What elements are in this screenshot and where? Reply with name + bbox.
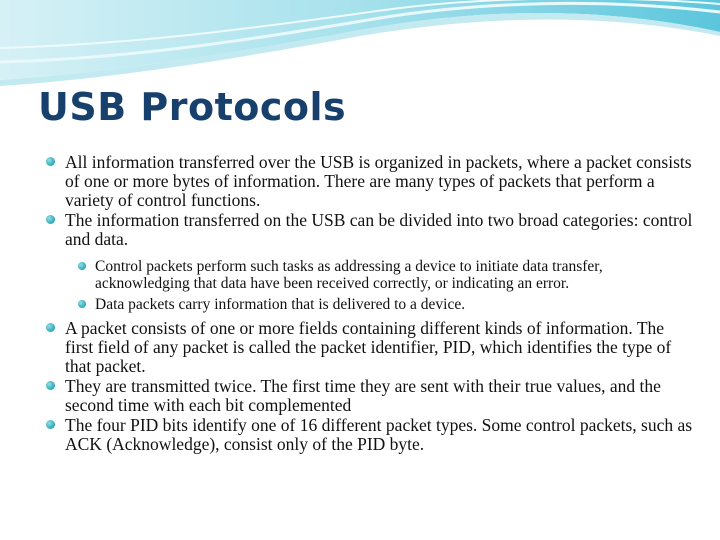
bullet-item xyxy=(46,153,696,210)
bullet-icon xyxy=(46,381,55,390)
bullet-icon xyxy=(78,262,86,270)
bullet-item xyxy=(46,319,696,376)
sub-bullet-item xyxy=(78,296,696,313)
sub-bullet-item xyxy=(78,258,696,292)
bullet-icon xyxy=(46,420,55,429)
bullet-text: The information transferred on the USB can be divided into two broad categories: control and data. xyxy=(65,210,693,249)
slide-body xyxy=(46,153,696,454)
bullet-icon xyxy=(78,300,86,308)
sub-bullet-text: Control packets perform such tasks as addressing a device to initiate data transfer, acknowledging that data have been received correctly, or indicating an error. xyxy=(95,258,603,292)
bullet-text: All information transferred over the USB is organized in packets, where a packet consists of one or more bytes of information. There are many types of packets that perform a variety of control functions. xyxy=(65,152,692,210)
bullet-icon xyxy=(46,215,55,224)
bullet-text: The four PID bits identify one of 16 different packet types. Some control packets, such as ACK (Acknowledge), consist only of the PID byte. xyxy=(65,415,693,454)
sub-bullet-text: Data packets carry information that is delivered to a device. xyxy=(95,296,466,313)
bullet-icon xyxy=(46,157,55,166)
sub-bullet-list xyxy=(46,258,696,313)
bullet-icon xyxy=(46,323,55,332)
bullet-item xyxy=(46,211,696,249)
bullet-text: They are transmitted twice. The first time they are sent with their true values, and the second time with each bit complemented xyxy=(65,376,661,415)
bullet-item xyxy=(46,416,696,454)
header-wave-decoration xyxy=(0,0,720,95)
slide-title: USB Protocols xyxy=(38,85,347,129)
bullet-item xyxy=(46,377,696,415)
bullet-text: A packet consists of one or more fields containing different kinds of information. The first field of any packet is called the packet identifier, PID, which identifies the type of that packet. xyxy=(65,318,672,376)
